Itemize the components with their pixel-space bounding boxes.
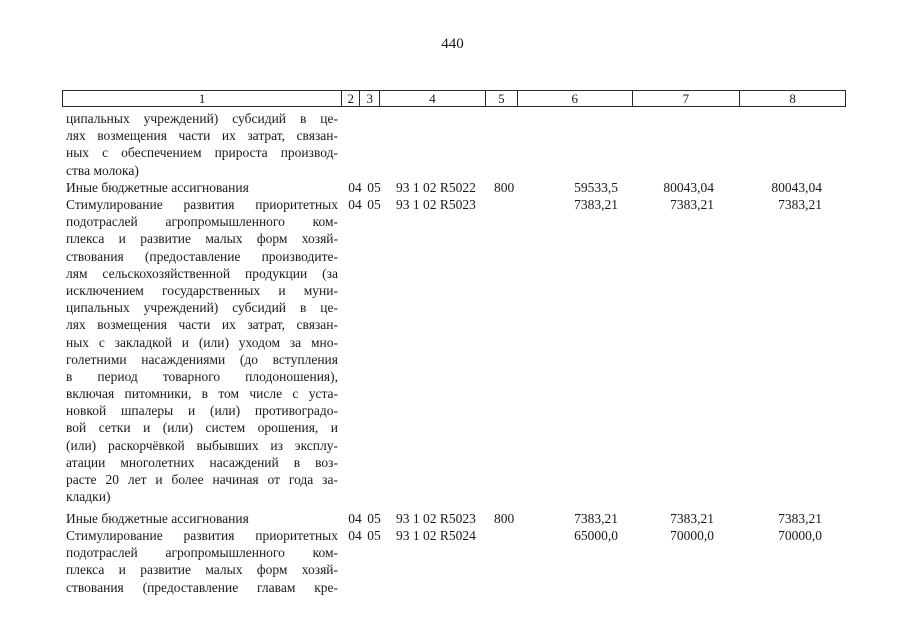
desc-line: лям сельскохозяйственной продукции (за [66,265,338,281]
row-description [66,196,338,505]
desc-line: ципальных учреждений) субсидий в це- [66,300,338,316]
section-code: 04 [348,511,362,526]
desc-line: ствования (предоставление производите- [66,248,338,264]
amount-col-6: 65000,0 [574,528,618,543]
desc-line: Иные бюджетные ассигнования [66,511,249,526]
desc-line: Иные бюджетные ассигнования [66,180,249,195]
desc-line: голетними насаждениями (до вступления [66,351,338,367]
section-code: 04 [348,197,362,212]
desc-line: плекса и развитие малых форм хозяй- [66,562,338,578]
header-col-1: 1 [63,91,342,106]
desc-line: ципальных учреждений) субсидий в це- [66,111,338,126]
amount-col-7: 80043,04 [663,180,714,195]
desc-line: новкой шпалеры и (или) противоградо- [66,403,338,419]
header-col-3: 3 [360,91,380,106]
header-col-4: 4 [380,91,486,106]
target-article-code: 93 1 02 R5023 [396,511,476,526]
section-code: 04 [348,180,362,195]
header-col-6: 6 [518,91,633,106]
row-description [66,110,338,179]
amount-col-8: 70000,0 [778,528,822,543]
desc-line: подотраслей агропромышленного ком- [66,545,338,561]
amount-col-7: 7383,21 [670,197,714,212]
desc-line: Стимулирование развития приоритетных [66,197,338,212]
expense-type-code: 800 [494,511,515,526]
desc-line: подотраслей агропромышленного ком- [66,214,338,230]
amount-col-8: 80043,04 [771,180,822,195]
desc-line: ных с закладкой и (или) уходом за мно- [66,334,338,350]
section-code: 04 [348,528,362,543]
amount-col-7: 70000,0 [670,528,714,543]
amount-col-6: 7383,21 [574,511,618,526]
header-col-2: 2 [342,91,360,106]
subsection-code: 05 [367,197,381,212]
desc-line: лях возмещения части их затрат, связан- [66,317,338,333]
row-description [66,179,338,196]
desc-line: включая питомники, в том числе с уста- [66,386,338,402]
desc-line: вой сетки и (или) систем орошения, и [66,420,338,436]
row-description [66,527,338,596]
amount-col-6: 59533,5 [574,180,618,195]
target-article-code: 93 1 02 R5024 [396,528,476,543]
row-description [66,510,338,527]
desc-line: ствования (предоставление главам кре- [66,579,338,595]
desc-line: ных с обеспечением прироста производ- [66,145,338,161]
amount-col-8: 7383,21 [778,511,822,526]
header-col-5: 5 [486,91,518,106]
amount-col-8: 7383,21 [778,197,822,212]
subsection-code: 05 [367,180,381,195]
desc-line: Стимулирование развития приоритетных [66,528,338,543]
desc-line: атации многолетних насаждений в воз- [66,454,338,470]
page-number: 440 [441,36,464,52]
desc-line: (или) раскорчёвкой выбывших из эксплу- [66,437,338,453]
desc-line: лях возмещения части их затрат, связан- [66,128,338,144]
target-article-code: 93 1 02 R5022 [396,180,476,195]
subsection-code: 05 [367,528,381,543]
target-article-code: 93 1 02 R5023 [396,197,476,212]
desc-line: кладки) [66,489,111,505]
subsection-code: 05 [367,511,381,526]
header-col-7: 7 [633,91,741,106]
desc-line: исключением государственных и муни- [66,282,338,298]
amount-col-7: 7383,21 [670,511,714,526]
desc-line: ства молока) [66,162,139,178]
expense-type-code: 800 [494,180,515,195]
header-col-8: 8 [789,91,796,106]
desc-line: плекса и развитие малых форм хозяй- [66,231,338,247]
table-header-row [62,90,846,107]
desc-line: расте 20 лет и более начиная от года за- [66,472,338,487]
desc-line: в период товарного плодоношения), [66,368,338,384]
amount-col-6: 7383,21 [574,197,618,212]
